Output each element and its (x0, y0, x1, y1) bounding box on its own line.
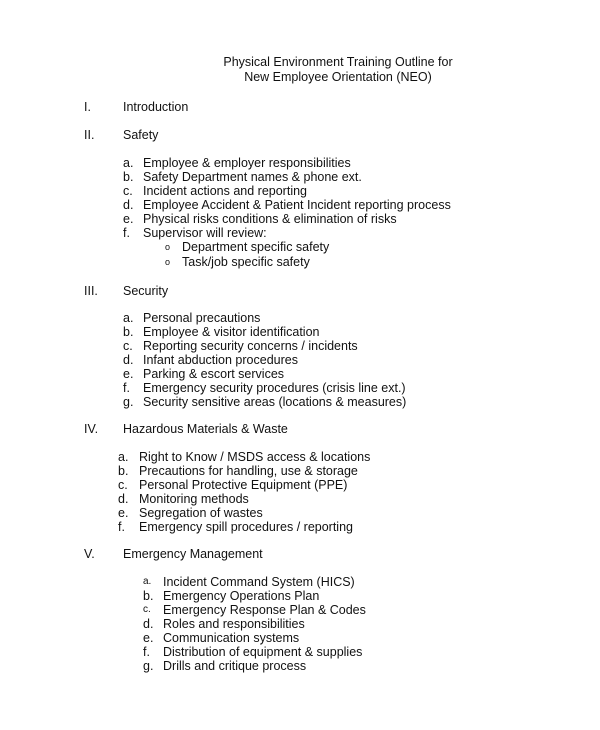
item-letter: f. (123, 381, 130, 395)
item-letter: b. (123, 170, 134, 184)
item-text: Segregation of wastes (139, 506, 263, 520)
item-letter: f. (123, 226, 130, 240)
item-letter: f. (143, 645, 150, 659)
section-title-hazardous-materials: Hazardous Materials & Waste (123, 422, 288, 436)
item-text: Parking & escort services (143, 367, 285, 381)
item-letter: d. (118, 492, 129, 506)
item-text: Right to Know / MSDS access & locations (139, 450, 371, 464)
item-text: Employee & employer responsibilities (143, 156, 351, 170)
section-title-safety: Safety (123, 128, 159, 142)
item-text: Supervisor will review: (143, 226, 267, 240)
item-letter: a. (118, 450, 129, 464)
section-number: I. (84, 100, 91, 114)
section-title-introduction: Introduction (123, 100, 189, 114)
item-letter: d. (143, 617, 154, 631)
bullet-icon: o (165, 257, 171, 267)
sub-item-text: Department specific safety (182, 240, 330, 254)
item-letter: a. (123, 311, 134, 325)
item-letter: f. (118, 520, 125, 534)
bullet-icon: o (165, 242, 171, 252)
item-text: Emergency spill procedures / reporting (139, 520, 353, 534)
section-number: III. (84, 284, 98, 298)
item-text: Emergency security procedures (crisis line ext.) (143, 381, 406, 395)
section-number: V. (84, 547, 95, 561)
item-letter: c. (123, 339, 133, 353)
item-text: Safety Department names & phone ext. (143, 170, 362, 184)
item-text: Physical risks conditions & elimination of risks (143, 212, 397, 226)
section-title-emergency-management: Emergency Management (123, 547, 263, 561)
item-letter: c. (123, 184, 133, 198)
document-title (0, 55, 600, 85)
item-letter: c. (143, 604, 151, 615)
item-letter: b. (143, 589, 154, 603)
item-text: Emergency Response Plan & Codes (163, 603, 366, 617)
section-number: II. (84, 128, 95, 142)
item-text: Roles and responsibilities (163, 617, 305, 631)
item-text: Incident Command System (HICS) (163, 575, 355, 589)
item-letter: g. (143, 659, 154, 673)
title-line-1: Physical Environment Training Outline for (223, 55, 453, 69)
item-text: Communication systems (163, 631, 300, 645)
item-text: Personal Protective Equipment (PPE) (139, 478, 348, 492)
item-letter: e. (118, 506, 129, 520)
item-letter: e. (143, 631, 154, 645)
item-text: Emergency Operations Plan (163, 589, 320, 603)
item-text: Incident actions and reporting (143, 184, 307, 198)
item-text: Employee Accident & Patient Incident reporting process (143, 198, 451, 212)
item-text: Employee & visitor identification (143, 325, 320, 339)
item-letter: d. (123, 198, 134, 212)
section-number: IV. (84, 422, 99, 436)
item-text: Precautions for handling, use & storage (139, 464, 358, 478)
item-text: Infant abduction procedures (143, 353, 298, 367)
item-letter: c. (118, 478, 128, 492)
section-title-security: Security (123, 284, 169, 298)
item-letter: a. (123, 156, 134, 170)
item-text: Reporting security concerns / incidents (143, 339, 358, 353)
item-letter: e. (123, 367, 134, 381)
item-text: Security sensitive areas (locations & measures) (143, 395, 407, 409)
item-text: Drills and critique process (163, 659, 307, 673)
item-text: Personal precautions (143, 311, 261, 325)
item-letter: e. (123, 212, 134, 226)
item-text: Monitoring methods (139, 492, 249, 506)
sub-item-text: Task/job specific safety (182, 255, 310, 269)
title-line-2: New Employee Orientation (NEO) (244, 70, 432, 84)
item-text: Distribution of equipment & supplies (163, 645, 363, 659)
item-letter: d. (123, 353, 134, 367)
item-letter: b. (123, 325, 134, 339)
item-letter: g. (123, 395, 134, 409)
item-letter: a. (143, 576, 152, 587)
item-letter: b. (118, 464, 129, 478)
